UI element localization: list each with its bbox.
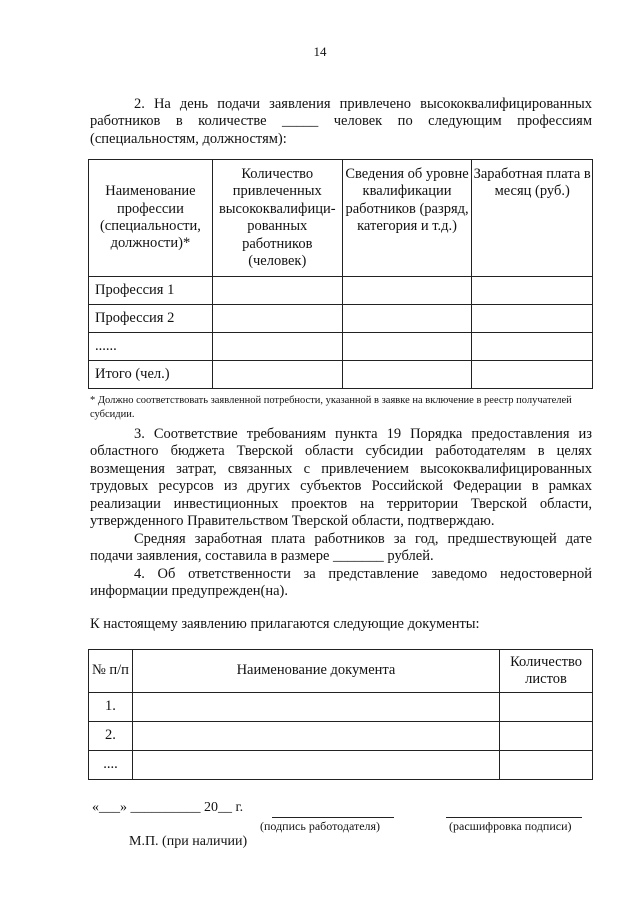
- decode-signature-line: [446, 817, 582, 818]
- row-number: 2.: [89, 722, 133, 751]
- employer-signature-line: [272, 817, 394, 818]
- table-row: [89, 277, 593, 305]
- section-4-paragraph: [90, 566, 592, 601]
- header-profession: Наименование профессии (специальности, должности)*: [89, 160, 213, 277]
- salary-text-before: Средняя заработная плата работников за год, предшествующей дате подачи заявления, составила в размере: [90, 531, 592, 565]
- section-2-paragraph: [90, 96, 592, 148]
- header-qualification: Сведения об уровне квалификации работников (разряд, категория и т.д.): [342, 160, 472, 277]
- seal-note: М.П. (при наличии): [129, 834, 248, 849]
- table-row: [89, 751, 593, 780]
- attachments-intro: К настоящему заявлению прилагаются следующие документы:: [90, 616, 480, 632]
- row-number: ....: [89, 751, 133, 780]
- row-label: Профессия 1: [89, 277, 213, 305]
- row-label: Итого (чел.): [89, 361, 213, 389]
- salary-paragraph: [90, 531, 592, 566]
- salary-blank: _______: [333, 548, 384, 565]
- employer-signature-caption: (подпись работодателя): [260, 819, 381, 833]
- page-number: 14: [313, 44, 327, 59]
- table-row: [89, 305, 593, 333]
- table-row: [89, 722, 593, 751]
- header-salary: Заработная плата в месяц (руб.): [472, 160, 593, 277]
- header-document-name: Наименование документа: [132, 650, 499, 693]
- row-label: Профессия 2: [89, 305, 213, 333]
- professions-table: [88, 159, 593, 389]
- date-line: «___» __________ 20__ г.: [92, 800, 244, 815]
- row-number: 1.: [89, 693, 133, 722]
- section-2-text-before: 2. На день подачи заявления привлечено высококвалифицированных работников в количестве: [90, 96, 592, 130]
- header-count: Количество привлеченных высококвалифици-рованных работников (человек): [212, 160, 342, 277]
- section-3-paragraph: [90, 426, 592, 530]
- header-number: № п/п: [89, 650, 133, 693]
- header-sheet-count: Количество листов: [500, 650, 593, 693]
- section-4-text: 4. Об ответственности за представление заведомо недостоверной информации предупрежден(на).: [90, 566, 592, 600]
- footnote: * Должно соответствовать заявленной потребности, указанной в заявке на включение в реестр получателей субсидии.: [90, 395, 572, 420]
- decode-signature-caption: (расшифровка подписи): [449, 819, 572, 833]
- row-label: ......: [89, 333, 213, 361]
- section-2-text-after: человек по следующим профессиям (специальностям, должностям):: [90, 113, 593, 147]
- attachments-table: [88, 649, 593, 780]
- section-2-blank: _____: [282, 113, 319, 130]
- salary-text-after: рублей.: [387, 548, 434, 565]
- table-row: [89, 693, 593, 722]
- section-3-text: 3. Соответствие требованиям пункта 19 Порядка предоставления из областного бюджета Тверской области субсидии работодателям в целях возмещения затрат, связанных с привлечением высококвалифицированных трудовых ресурсов из других субъектов Российской Федерации в рамках реализации инвестиционных проектов на территории Тверской области, утвержденного Правительством Тверской области, подтверждаю.: [90, 426, 592, 530]
- table-row: [89, 333, 593, 361]
- table-row: [89, 361, 593, 389]
